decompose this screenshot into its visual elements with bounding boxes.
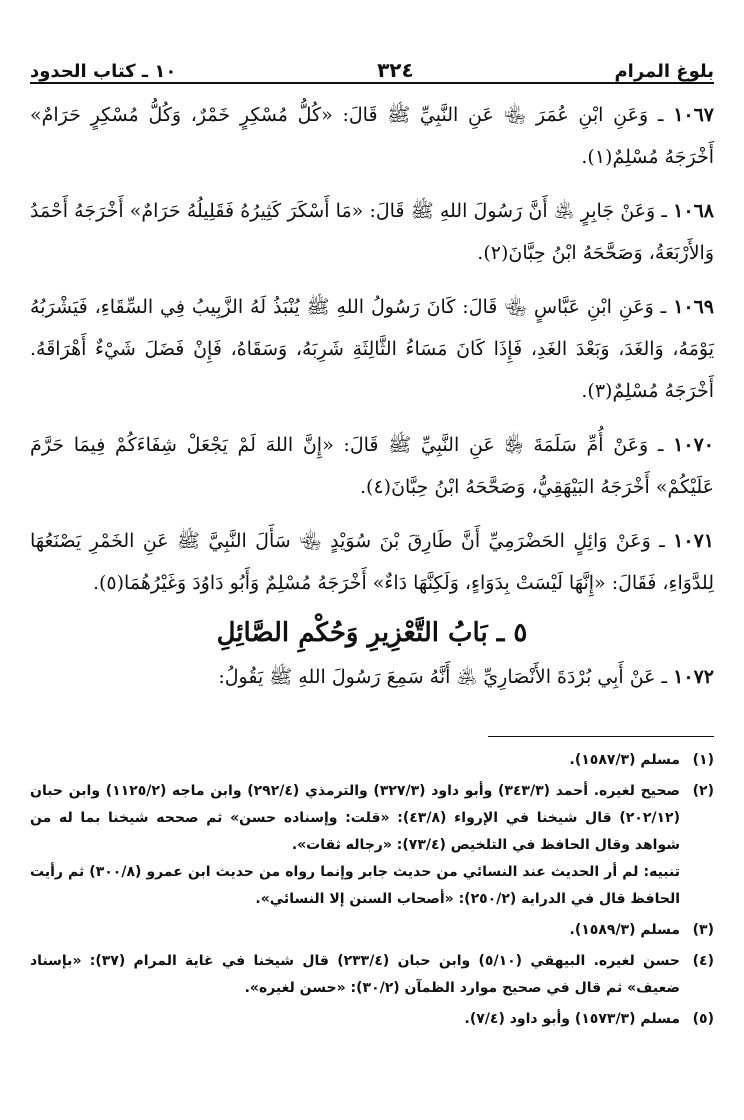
footnote-number: (٢) — [692, 783, 714, 799]
footnote — [30, 1006, 714, 1033]
hadith-number: ١٠٦٩ — [673, 296, 715, 318]
footnote-text — [30, 1006, 680, 1033]
footnote-line: مسلم (١٥٨٧/٣). — [569, 752, 680, 768]
footnotes — [30, 747, 714, 1033]
footnote — [30, 948, 714, 1002]
hadith-1072 — [30, 656, 714, 698]
page-number: ٣٢٤ — [377, 58, 414, 82]
footnote-note: تنبيه: لم أر الحديث عند النسائي من حديث جابر وإنما رواه من حديث ابن عمرو (٣٠٠/٨) ثم رأيت الحافظ قال في الدراية (٢٥٠/٢): «أصحاب السنن إلا النسائي». — [30, 864, 680, 907]
footnote-line: مسلم (١٥٨٩/٣). — [569, 922, 680, 938]
chapter-title: ١٠ ـ كتاب الحدود — [30, 61, 177, 82]
hadith-1069 — [30, 286, 714, 412]
hadith-text: ـ وَعَنْ أُمِّ سَلَمَةَ ﵂ عَنِ النَّبِيِّ ﷺ قَالَ: «إِنَّ اللهَ لَمْ يَجْعَلْ شِفَاءَكُمْ فِيمَا حَرَّمَ عَلَيْكُمْ» أَخْرَجَهُ البَيْهَقِيُّ، وَصَحَّحَهُ ابْنُ حِبَّانَ(٤). — [30, 434, 714, 498]
hadith-number: ١٠٦٧ — [673, 104, 715, 126]
document-page — [30, 52, 714, 1102]
hadith-number: ١٠٦٨ — [673, 200, 714, 222]
hadith-1071 — [30, 520, 714, 604]
footnote — [30, 778, 714, 913]
footnote — [30, 917, 714, 944]
hadith-1068 — [30, 190, 714, 274]
book-title: بلوغ المرام — [614, 61, 714, 82]
footnote-line: مسلم (١٥٧٣/٣) وأبو داود (٧/٤). — [464, 1011, 680, 1027]
hadith-text: ـ وَعَنِ ابْنِ عَبَّاسٍ ﵄ قَالَ: كَانَ رَسُولُ اللهِ ﷺ يُنْبَذُ لَهُ الزَّبِيبُ فِي السِّقَاءِ، فَيَشْرَبُهُ يَوْمَهُ، وَالغَدَ، وَبَعْدَ الغَدِ، فَإِذَا كَانَ مَسَاءُ الثَّالِثَةِ شَرِبَهُ، وَسَقَاهُ، فَإِنْ فَضَلَ شَيْءٌ أَهْرَاقَهُ. أَخْرَجَهُ مُسْلِمٌ(٣). — [30, 296, 714, 402]
hadith-text: ـ وَعَنْ وَائِلٍ الحَضْرَمِيِّ أَنَّ طَارِقَ بْنَ سُوَيْدٍ ﵄ سَأَلَ النَّبِيَّ ﷺ عَنِ الخَمْرِ يَصْنَعُهَا لِلدَّوَاءِ، فَقَالَ: «إِنَّهَا لَيْسَتْ بِدَوَاءٍ، وَلَكِنَّهَا دَاءٌ» أَخْرَجَهُ مُسْلِمٌ وَأَبُو دَاوُدَ وَغَيْرُهُمَا(٥). — [30, 530, 714, 594]
footnote-number: (٣) — [692, 922, 714, 938]
footnote-number: (١) — [692, 752, 714, 768]
hadith-number: ١٠٧١ — [673, 530, 714, 552]
footnote-line: صحيح لغيره. أحمد (٣٤٣/٣) وأبو داود (٣٢٧/٣) والترمذي (٢٩٢/٤) وابن ماجه (١١٢٥/٢) وابن حبان (٢٠٢/١٢) قال شيخنا في الإرواء (٤٣/٨): «قلت: وإسناده حسن» ثم صححه شيخنا بما له من شواهد وقال الحافظ في التلخيص (٧٣/٤): «رجاله ثقات». — [30, 783, 680, 853]
footnote-text — [30, 778, 680, 913]
hadith-number: ١٠٧٢ — [673, 666, 714, 688]
footnote-line: حسن لغيره. البيهقي (٥/١٠) وابن حبان (٢٣٣/٤) قال شيخنا في غاية المرام (٣٧): «بإسناد ضعيف» ثم قال في صحيح موارد الظمآن (٣٠/٢): «حسن لغيره». — [30, 953, 680, 996]
footnote-divider — [488, 736, 714, 737]
hadith-number: ١٠٧٠ — [673, 434, 714, 456]
main-text — [30, 94, 714, 698]
footnote-text — [30, 917, 680, 944]
hadith-text: ـ وَعَنْ جَابِرٍ ﵁ أَنَّ رَسُولَ اللهِ ﷺ قَالَ: «مَا أَسْكَرَ كَثِيرُهُ فَقَلِيلُهُ حَرَامٌ» أَخْرَجَهُ أَحْمَدُ وَالأَرْبَعَةُ، وَصَحَّحَهُ ابْنُ حِبَّانَ(٢). — [30, 200, 714, 264]
hadith-text: ـ عَنْ أَبِي بُرْدَةَ الأَنْصَارِيِّ ﵁ أَنَّهُ سَمِعَ رَسُولَ اللهِ ﷺ يَقُولُ: — [218, 666, 668, 688]
hadith-text: ـ وَعَنِ ابْنِ عُمَرَ ﵄ عَنِ النَّبِيِّ ﷺ قَالَ: «كُلُّ مُسْكِرٍ خَمْرٌ، وَكُلُّ مُسْكِرٍ حَرَامٌ» أَخْرَجَهُ مُسْلِمٌ(١). — [30, 104, 714, 168]
hadith-1067 — [30, 94, 714, 178]
footnote-text — [30, 948, 680, 1002]
footnote-number: (٥) — [692, 1011, 714, 1027]
footnote-number: (٤) — [692, 953, 714, 969]
hadith-1070 — [30, 424, 714, 508]
footnote-text — [30, 747, 680, 774]
running-header — [30, 52, 714, 84]
footnote — [30, 747, 714, 774]
chapter-heading: ٥ ـ بَابُ التَّعْزِيرِ وَحُكْمِ الصَّائِلِ — [216, 618, 528, 648]
